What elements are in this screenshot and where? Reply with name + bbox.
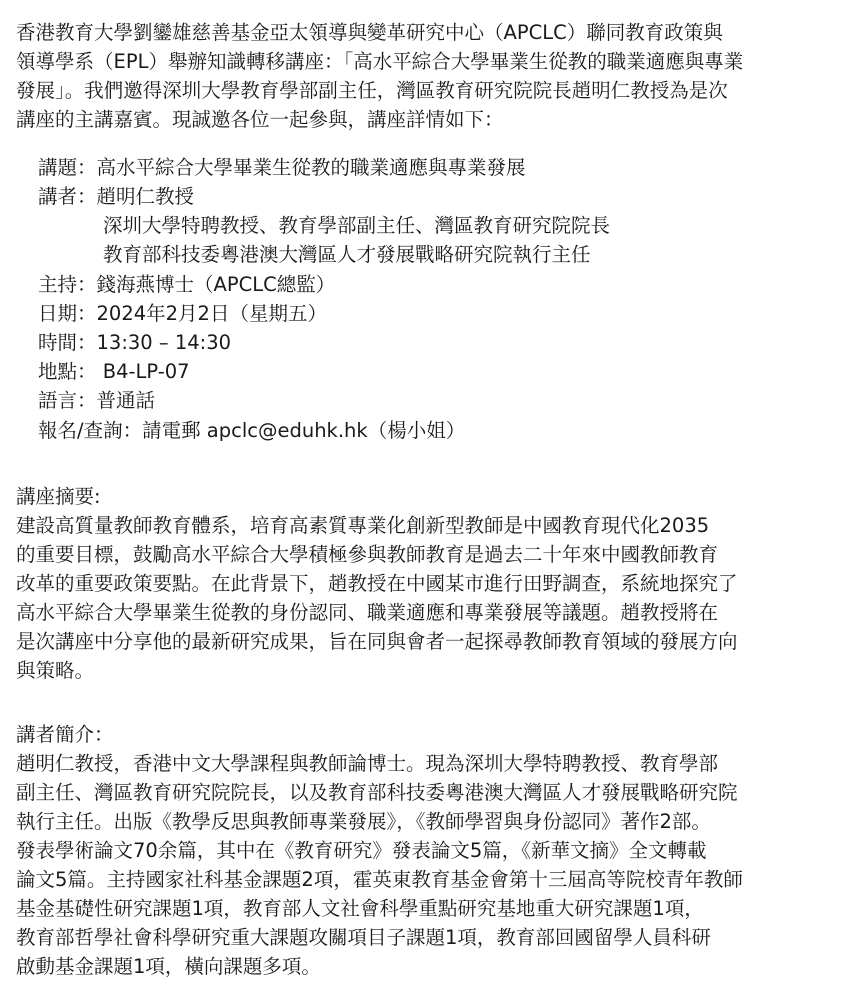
bio-line: 啟動基金課題1項，橫向課題多項。 xyxy=(16,955,321,978)
event-date: 日期：2024年2月2日（星期五） xyxy=(38,302,327,325)
abstract-line: 建設高質量教師教育體系，培育高素質專業化創新型教師是中國教育現代化2035 xyxy=(16,514,710,537)
event-time: 時間：13:30 – 14:30 xyxy=(38,331,232,354)
event-venue: 地點： B4-LP-07 xyxy=(38,360,190,383)
intro-line: 發展」。我們邀得深圳大學教育學部副主任，灣區教育研究院院長趙明仁教授為是次 xyxy=(16,79,728,102)
event-topic: 講題：高水平綜合大學畢業生從教的職業適應與專業發展 xyxy=(38,156,526,179)
intro-line: 領導學系（EPL）舉辦知識轉移講座：「高水平綜合大學畢業生從教的職業適應與專業 xyxy=(16,50,744,73)
bio-line: 發表學術論文70余篇，其中在《教育研究》發表論文5篇，《新華文摘》全文轉載 xyxy=(16,839,707,862)
bio-line: 基金基礎性研究課題1項，教育部人文社會科學重點研究基地重大研究課題1項， xyxy=(16,897,704,920)
intro-line: 講座的主講嘉賓。現誠邀各位一起參與，講座詳情如下： xyxy=(16,108,504,131)
event-speaker: 講者：趙明仁教授 xyxy=(38,185,195,208)
event-enquiry: 報名/查詢：請電郵 apclc@eduhk.hk（楊小姐） xyxy=(38,419,466,442)
speaker-title-1: 深圳大學特聘教授、教育學部副主任、灣區教育研究院院長 xyxy=(103,214,611,237)
abstract-line: 的重要目標，鼓勵高水平綜合大學積極參與教師教育是過去二十年來中國教師教育 xyxy=(16,543,719,566)
bio-line: 副主任、灣區教育研究院院長，以及教育部科技委粵港澳大灣區人才發展戰略研究院 xyxy=(16,781,738,804)
speaker-title-2: 教育部科技委粵港澳大灣區人才發展戰略研究院執行主任 xyxy=(103,243,591,266)
abstract-line: 改革的重要政策要點。在此背景下，趙教授在中國某市進行田野調查，系統地探究了 xyxy=(16,572,738,595)
event-host: 主持：錢海燕博士（APCLC總監） xyxy=(38,273,336,296)
abstract-line: 高水平綜合大學畢業生從教的身份認同、職業適應和專業發展等議題。趙教授將在 xyxy=(16,601,719,624)
abstract-line: 是次講座中分享他的最新研究成果，旨在同與會者一起探尋教師教育領域的發展方向 xyxy=(16,630,738,653)
event-language: 語言：普通話 xyxy=(38,389,156,412)
intro-line: 香港教育大學劉鑾雄慈善基金亞太領導與變革研究中心（APCLC）聯同教育政策與 xyxy=(16,21,723,44)
bio-heading: 講者簡介： xyxy=(16,723,114,746)
abstract-line: 與策略。 xyxy=(16,659,95,682)
bio-line: 論文5篇。主持國家社科基金課題2項，霍英東教育基金會第十三屆高等院校青年教師 xyxy=(16,868,743,891)
bio-line: 執行主任。出版《教學反思與教師專業發展》，《教師學習與身份認同》著作2部。 xyxy=(16,810,711,833)
abstract-heading: 講座摘要: xyxy=(16,485,101,508)
bio-line: 教育部哲學社會科學研究重大課題攻關項目子課題1項，教育部回國留學人員科研 xyxy=(16,926,711,949)
bio-line: 趙明仁教授，香港中文大學課程與教師論博士。現為深圳大學特聘教授、教育學部 xyxy=(16,752,719,775)
